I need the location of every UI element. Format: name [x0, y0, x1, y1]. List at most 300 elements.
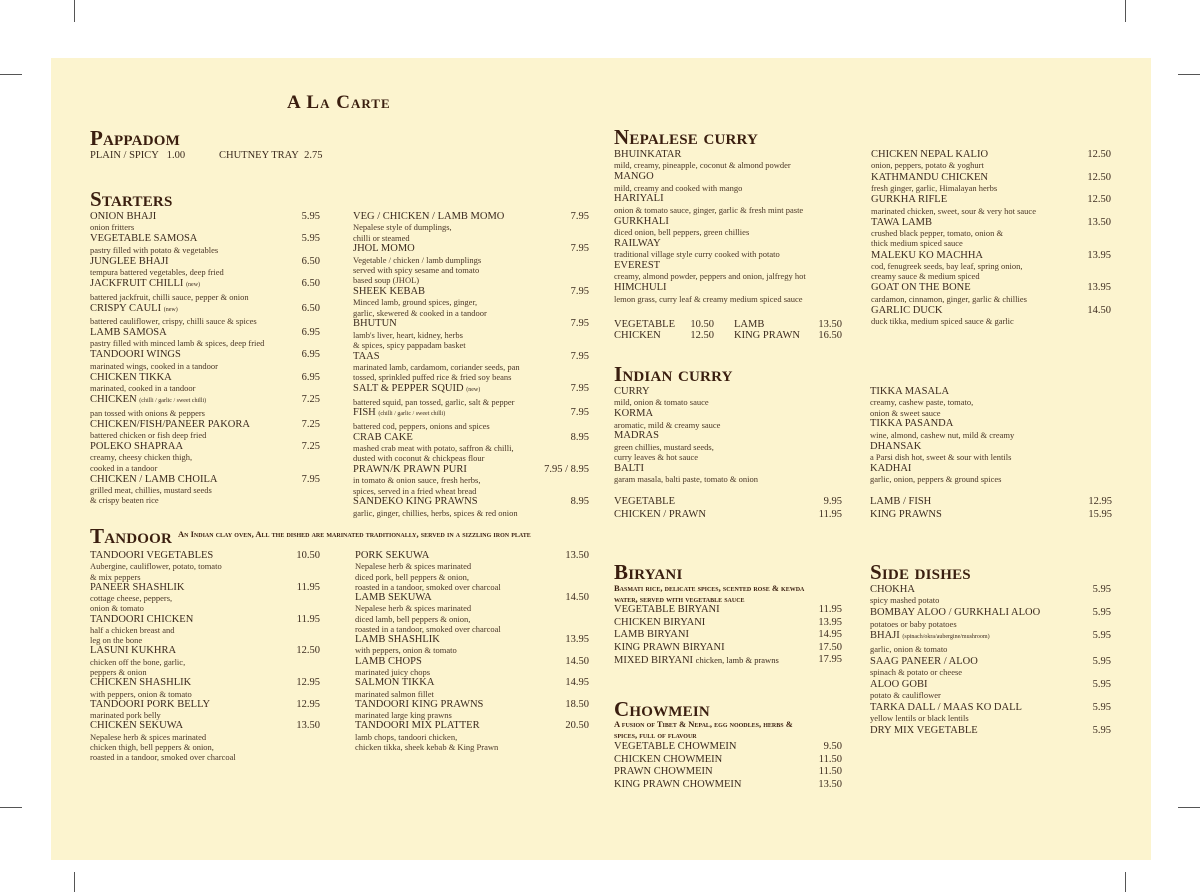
menu-item	[870, 463, 1110, 485]
side-dishes-list	[870, 584, 1111, 738]
menu-item-description: served with spicy sesame and tomato	[353, 265, 480, 276]
menu-item-description: onion fritters	[90, 222, 135, 233]
menu-item	[614, 238, 842, 260]
menu-item-row	[355, 720, 589, 731]
menu-item-description: spicy mashed potato	[870, 595, 940, 606]
menu-item-name	[355, 699, 483, 710]
item-name-text: TANDOORI WINGS	[90, 349, 181, 361]
menu-item-description: wine, almond, cashew nut, mild & creamy	[870, 429, 1015, 440]
menu-item-description: cottage cheese, peppers,	[90, 593, 173, 604]
menu-item-row	[871, 172, 1111, 183]
menu-item-price: 5.95	[1092, 607, 1111, 619]
item-name-text: CHICKEN NEPAL KALIO	[871, 149, 989, 160]
item-name-text: JHOL MOMO	[353, 243, 415, 255]
menu-item-name	[353, 432, 413, 443]
item-name-text: TIKKA PASANDA	[870, 418, 954, 430]
menu-item-row	[614, 741, 842, 754]
item-name-text: PRAWN CHOWMEIN	[614, 766, 713, 777]
menu-item-row	[870, 630, 1111, 643]
menu-item-row	[90, 614, 320, 625]
menu-item	[614, 642, 842, 655]
item-name-text: VEGETABLE SAMOSA	[90, 233, 198, 245]
menu-item-description: creamy, almond powder, peppers and onion, jalfregy hot	[614, 271, 806, 282]
menu-item-description: diced lamb, bell peppers & onion,	[355, 613, 471, 624]
menu-item-description: cooked in a tandoor	[90, 462, 158, 473]
menu-item-row	[355, 699, 589, 710]
menu-item	[90, 645, 320, 677]
nepalese-price-row	[614, 330, 842, 341]
menu-item-name	[870, 584, 915, 595]
menu-item	[90, 349, 320, 371]
menu-item-row	[90, 582, 320, 593]
menu-item-description: a Parsi dish hot, sweet & sour with lentils	[870, 452, 1012, 463]
menu-item	[871, 194, 1111, 216]
menu-item-description: peppers & onion	[90, 667, 147, 678]
nepalese-specials-list	[871, 149, 1111, 328]
item-name-text: POLEKO SHAPRAA	[90, 441, 184, 453]
nepalese-price-value: 16.50	[818, 330, 842, 342]
menu-item	[614, 629, 842, 642]
menu-item-price: 14.50	[1087, 305, 1111, 317]
menu-item-name	[870, 496, 931, 509]
menu-item-price: 6.50	[301, 255, 320, 267]
item-name-text: CHICKEN	[90, 394, 137, 406]
menu-item	[870, 679, 1111, 701]
item-name-text: TANDOORI KING PRAWNS	[355, 698, 484, 710]
menu-item-name	[870, 702, 1022, 713]
item-name-text: SAAG PANEER / ALOO	[870, 655, 978, 667]
item-name-text: PANEER SHASHLIK	[90, 581, 185, 593]
menu-item	[353, 464, 589, 496]
menu-item-description: creamy, cashew paste, tomato,	[870, 397, 974, 408]
menu-item	[870, 725, 1111, 736]
item-name-text: MIXED BIRYANI	[614, 655, 694, 666]
menu-item-row	[355, 634, 589, 645]
menu-item-row	[353, 496, 589, 507]
menu-item-name	[355, 634, 440, 645]
menu-item-name	[353, 318, 397, 329]
item-name-text: CHICKEN / PRAWN	[614, 508, 706, 520]
menu-item	[614, 216, 842, 238]
item-name-text: PRAWN/K PRAWN PURI	[353, 464, 467, 476]
menu-item-description: roasted in a tandoor, smoked over charcoal	[90, 752, 236, 763]
menu-item-row	[870, 509, 1112, 522]
menu-item-price: 15.95	[1088, 508, 1112, 520]
menu-item	[614, 463, 842, 485]
menu-item-name	[614, 629, 689, 642]
menu-item-name	[90, 419, 250, 430]
item-name-text: LAMB SHASHLIK	[355, 634, 440, 646]
menu-item-row	[614, 149, 842, 160]
item-name-text: KING PRAWN CHOWMEIN	[614, 778, 742, 790]
biryani-list	[614, 604, 842, 668]
item-name-text: LAMB SAMOSA	[90, 327, 167, 339]
menu-item-price: 6.95	[301, 371, 320, 383]
menu-item-row	[871, 282, 1111, 293]
menu-item-description: Vegetable / chicken / lamb dumplings	[353, 254, 482, 265]
menu-item-price: 7.95	[301, 473, 320, 485]
item-name-text: FISH	[353, 407, 376, 419]
menu-item-name	[90, 372, 172, 383]
menu-item-row	[614, 629, 842, 642]
menu-item-description: potatoes or baby potatoes	[870, 618, 957, 629]
menu-item-description: based soup (JHOL)	[353, 275, 420, 286]
menu-item-name	[614, 463, 644, 474]
menu-item-name	[355, 592, 432, 603]
menu-item	[90, 256, 320, 278]
menu-item-name	[870, 463, 911, 474]
menu-item	[614, 604, 842, 617]
menu-item	[90, 394, 320, 418]
menu-item-price: 10.50	[296, 550, 320, 561]
menu-item	[614, 754, 842, 767]
menu-item-name	[871, 282, 971, 293]
item-name-text: ONION BHAJI	[90, 211, 157, 222]
menu-item	[355, 699, 589, 721]
menu-item-row	[614, 386, 842, 397]
menu-item-row	[355, 592, 589, 603]
item-name-text: KING PRAWN BIRYANI	[614, 641, 725, 653]
menu-item	[355, 677, 589, 699]
menu-item-price: 9.95	[823, 496, 842, 507]
item-name-text: TARKA DALL / MAAS KO DALL	[870, 702, 1022, 714]
chowmein-note-line: A fusion of Tibet & Nepal, egg noodles, herbs &	[614, 719, 793, 729]
menu-item-name	[614, 496, 675, 509]
menu-item-price: 7.95	[570, 318, 589, 330]
menu-item-price: 11.95	[296, 613, 320, 625]
menu-item-price: 7.95	[570, 350, 589, 362]
menu-item-name	[90, 349, 181, 360]
menu-item-row	[614, 463, 842, 474]
menu-item	[870, 656, 1111, 678]
item-name-text: TANDOORI PORK BELLY	[90, 698, 211, 710]
menu-item-name	[871, 194, 947, 205]
indian-curry-left-list	[614, 386, 842, 485]
menu-item-price: 14.50	[565, 655, 589, 667]
menu-item-description: with peppers, onion & tomato	[90, 688, 192, 699]
menu-item-description: creamy sauce & medium spiced	[871, 271, 980, 282]
menu-item-row	[353, 286, 589, 297]
menu-item-row	[614, 654, 842, 668]
nepalese-price-value: 13.50	[818, 319, 842, 330]
indian-curry-prices-right	[870, 496, 1112, 521]
menu-item	[870, 509, 1112, 522]
menu-page	[51, 58, 1151, 860]
menu-item-name	[353, 383, 480, 396]
menu-item-name	[871, 305, 942, 316]
menu-item-row	[614, 779, 842, 792]
menu-item-description: leg on the bone	[90, 635, 143, 646]
menu-item-row	[90, 699, 320, 710]
menu-item-name	[871, 250, 983, 261]
menu-item-row	[90, 394, 320, 407]
menu-item-price: 7.25	[301, 418, 320, 430]
menu-item-description: Nepalese herb & spices marinated	[355, 561, 472, 572]
menu-item	[90, 699, 320, 721]
nepalese-price-name: VEGETABLE	[614, 319, 675, 330]
menu-item-description: Nepalese herb & spices marinated	[355, 603, 472, 614]
item-name-text: VEG / CHICKEN / LAMB MOMO	[353, 211, 505, 222]
menu-item-name	[870, 441, 921, 452]
menu-item-row	[614, 604, 842, 617]
menu-item-description: Nepalese herb & spices marinated	[90, 731, 207, 742]
item-name-text: CHICKEN TIKKA	[90, 371, 172, 383]
menu-item-row	[90, 474, 320, 485]
menu-item-description: battered cod, peppers, onions and spices	[353, 420, 490, 431]
menu-item-name	[353, 286, 425, 297]
menu-item-price: 13.50	[1087, 216, 1111, 228]
item-name-text: BHAJI	[870, 630, 900, 642]
menu-item-name	[353, 243, 415, 254]
menu-item-row	[614, 282, 842, 293]
crop-mark	[1125, 872, 1126, 892]
menu-item-description: pastry filled with potato & vegetables	[90, 244, 219, 255]
menu-item-price: 12.95	[296, 677, 320, 689]
menu-item	[614, 617, 842, 630]
menu-item	[353, 383, 589, 407]
menu-item	[870, 496, 1112, 509]
item-name-text: GOAT ON THE BONE	[871, 282, 971, 294]
menu-item-name	[353, 464, 467, 475]
crop-mark	[1125, 0, 1126, 22]
menu-item-description: crushed black pepper, tomato, onion &	[871, 228, 1004, 239]
starters-right-column	[353, 211, 589, 519]
menu-item	[614, 766, 842, 779]
menu-item	[355, 592, 589, 634]
nepalese-price-name: KING PRAWN	[734, 330, 800, 342]
item-name-text: BALTI	[614, 462, 644, 474]
menu-item	[355, 656, 589, 678]
item-name-text: GURKHALI	[614, 215, 669, 227]
menu-item-name	[614, 604, 720, 617]
menu-item-name	[90, 211, 156, 222]
menu-item-name	[353, 211, 504, 222]
menu-item-price: 6.95	[301, 349, 320, 361]
nepalese-price-name: LAMB	[734, 319, 765, 330]
menu-item	[90, 327, 320, 349]
menu-item-price: 14.50	[565, 592, 589, 604]
menu-item-row	[90, 372, 320, 383]
menu-item-description: & spices, spicy pappadam basket	[353, 340, 466, 351]
item-name-text: CHICKEN SHASHLIK	[90, 677, 192, 689]
menu-item	[353, 286, 589, 318]
menu-item-description: mild, onion & tomato sauce	[614, 397, 709, 408]
menu-item-description: mashed crab meat with potato, saffron & chilli,	[353, 443, 514, 454]
menu-item-price: 11.95	[296, 581, 320, 593]
menu-item-row	[90, 256, 320, 267]
item-name-text: TAWA LAMB	[871, 216, 933, 228]
menu-item-price: 8.95	[570, 431, 589, 443]
nepalese-price-row	[614, 319, 842, 330]
menu-item-description: lamb chops, tandoori chicken,	[355, 731, 458, 742]
menu-item	[870, 386, 1110, 418]
menu-item	[871, 282, 1111, 304]
menu-item-row	[614, 617, 842, 630]
menu-item-price: 13.50	[565, 550, 589, 561]
tandoor-heading: Tandoor	[90, 524, 173, 548]
item-name-text: ALOO GOBI	[870, 678, 928, 690]
menu-item-description: onion & tomato sauce, ginger, garlic & fresh mint paste	[614, 204, 804, 215]
item-name-text: PORK SEKUWA	[355, 550, 430, 561]
menu-item	[614, 496, 842, 509]
menu-item-description: & mix peppers	[90, 571, 141, 582]
menu-item-row	[614, 216, 842, 227]
menu-item-row	[614, 754, 842, 767]
menu-item-name	[355, 656, 422, 667]
menu-item-row	[614, 509, 842, 522]
menu-item-price: 5.95	[1092, 655, 1111, 667]
menu-item-price: 7.95 / 8.95	[544, 464, 589, 476]
menu-item-name	[614, 193, 664, 204]
menu-item-name	[614, 282, 667, 293]
menu-item	[614, 171, 842, 193]
menu-item-name	[871, 149, 988, 160]
chowmein-note-line: spices, full of flavour	[614, 730, 697, 740]
menu-item-description: in tomato & onion sauce, fresh herbs,	[353, 475, 481, 486]
menu-item-price: 18.50	[565, 698, 589, 710]
menu-item-description: lamb's liver, heart, kidney, herbs	[353, 329, 463, 340]
biryani-note-line: Basmati rice, delicate spices, scented rose & kewda	[614, 583, 805, 593]
menu-item-description: marinated wings, cooked in a tandoor	[90, 360, 218, 371]
menu-item-name	[614, 642, 725, 655]
item-name-text: CHICKEN SEKUWA	[90, 720, 184, 732]
menu-item-price: 5.95	[1092, 630, 1111, 642]
menu-item-price: 11.95	[818, 604, 842, 615]
item-name-text: VEGETABLE CHOWMEIN	[614, 741, 737, 752]
menu-item-description: chicken tikka, sheek kebab & King Prawn	[355, 742, 499, 753]
menu-item-name	[614, 617, 705, 630]
menu-item-price: 7.95	[570, 243, 589, 255]
item-name-text: CHICKEN CHOWMEIN	[614, 753, 723, 765]
menu-item-price: 6.50	[301, 278, 320, 290]
menu-item-row	[614, 642, 842, 655]
menu-item-name	[90, 303, 178, 316]
menu-item	[90, 303, 320, 327]
menu-item-price: 20.50	[565, 720, 589, 732]
menu-item-price: 13.95	[1087, 282, 1111, 294]
menu-item-row	[870, 418, 1110, 429]
menu-item-name	[353, 496, 478, 507]
menu-item	[90, 720, 320, 762]
menu-item	[90, 211, 320, 233]
item-name-text: MANGO	[614, 171, 654, 183]
menu-item	[871, 217, 1111, 249]
menu-item-description: chilli or steamed	[353, 232, 410, 243]
item-name-text: VEGETABLE	[614, 496, 675, 507]
pappadom-heading: Pappadom	[90, 126, 180, 150]
menu-item	[614, 149, 842, 171]
menu-item-row	[870, 679, 1111, 690]
menu-item-name	[871, 217, 932, 228]
menu-item	[353, 351, 589, 383]
menu-item-price: 7.95	[570, 211, 589, 222]
item-name-text: KING PRAWNS	[870, 508, 942, 520]
menu-item	[90, 441, 320, 473]
item-name-text: HIMCHULI	[614, 282, 667, 294]
item-name-text: GARLIC DUCK	[871, 305, 943, 317]
menu-item-row	[614, 408, 842, 419]
tandoor-note: An Indian clay oven, All the dished are marinated traditionally, served in a sizzling iron plate	[178, 529, 531, 539]
menu-item	[614, 779, 842, 792]
menu-item-price: 7.95	[570, 383, 589, 395]
page-title: A La Carte	[287, 92, 391, 113]
menu-item	[614, 193, 842, 215]
menu-item-name	[614, 171, 654, 182]
menu-item-price: 17.50	[818, 641, 842, 653]
menu-item-row	[353, 351, 589, 362]
indian-curry-prices-left	[614, 496, 842, 521]
menu-item-price: 13.50	[296, 720, 320, 732]
menu-item	[90, 614, 320, 646]
menu-item-price: 13.50	[818, 778, 842, 790]
menu-item-row	[355, 677, 589, 688]
menu-item-description: battered squid, pan tossed, garlic, salt & pepper	[353, 396, 515, 407]
menu-item	[870, 702, 1111, 724]
pappadom-chutney-price: 2.75	[304, 150, 323, 161]
menu-item-price: 6.50	[301, 302, 320, 314]
crop-mark	[74, 0, 75, 22]
menu-item	[870, 418, 1110, 440]
item-name-text: LAMB CHOPS	[355, 655, 422, 667]
menu-item	[355, 634, 589, 656]
menu-item-row	[90, 233, 320, 244]
menu-item-description: potato & cauliflower	[870, 690, 941, 701]
item-extra: chicken, lamb & prawns	[695, 655, 779, 665]
menu-item-name	[614, 754, 722, 767]
menu-item-row	[871, 149, 1111, 160]
menu-item-price: 12.50	[1087, 149, 1111, 160]
menu-item-description: mild, creamy, pineapple, coconut & almond powder	[614, 160, 791, 171]
menu-item-row	[614, 260, 842, 271]
menu-item-name	[870, 725, 978, 736]
menu-item-price: 9.50	[823, 741, 842, 752]
menu-item	[90, 582, 320, 614]
menu-item	[614, 282, 842, 304]
menu-item-description: aromatic, mild & creamy sauce	[614, 419, 721, 430]
menu-item	[355, 550, 589, 592]
item-tag: (spinach/okra/aubergine/mushroom)	[902, 634, 990, 641]
biryani-note-line: water, served with vegetable sauce	[614, 594, 745, 604]
menu-item	[871, 250, 1111, 282]
menu-item	[90, 233, 320, 255]
menu-item	[614, 741, 842, 754]
crop-mark	[74, 872, 75, 892]
item-name-text: RAILWAY	[614, 237, 661, 249]
menu-item	[870, 441, 1110, 463]
menu-item-row	[614, 193, 842, 204]
menu-item-description: marinated large king prawns	[355, 710, 452, 721]
indian-curry-heading: Indian curry	[614, 362, 733, 386]
menu-item	[870, 584, 1111, 606]
menu-item-name	[614, 408, 653, 419]
item-tag: (chilli / garlic / sweet chilli)	[378, 411, 446, 418]
menu-item-row	[870, 441, 1110, 452]
menu-item-row	[870, 607, 1111, 618]
menu-item-row	[870, 702, 1111, 713]
menu-item-price: 12.95	[1088, 496, 1112, 507]
menu-item	[353, 318, 589, 350]
menu-item-row	[870, 496, 1112, 509]
menu-item-name	[355, 550, 429, 561]
item-name-text: GURKHA RIFLE	[871, 194, 948, 206]
menu-item-name	[90, 677, 191, 688]
menu-item-price: 7.25	[301, 394, 320, 406]
menu-item-description: creamy, cheesy chicken thigh,	[90, 452, 193, 463]
crop-mark	[1178, 807, 1200, 808]
menu-item-description: roasted in a tandoor, smoked over charcoal	[355, 623, 501, 634]
menu-item-name	[90, 394, 206, 407]
indian-curry-right-list	[870, 386, 1110, 485]
